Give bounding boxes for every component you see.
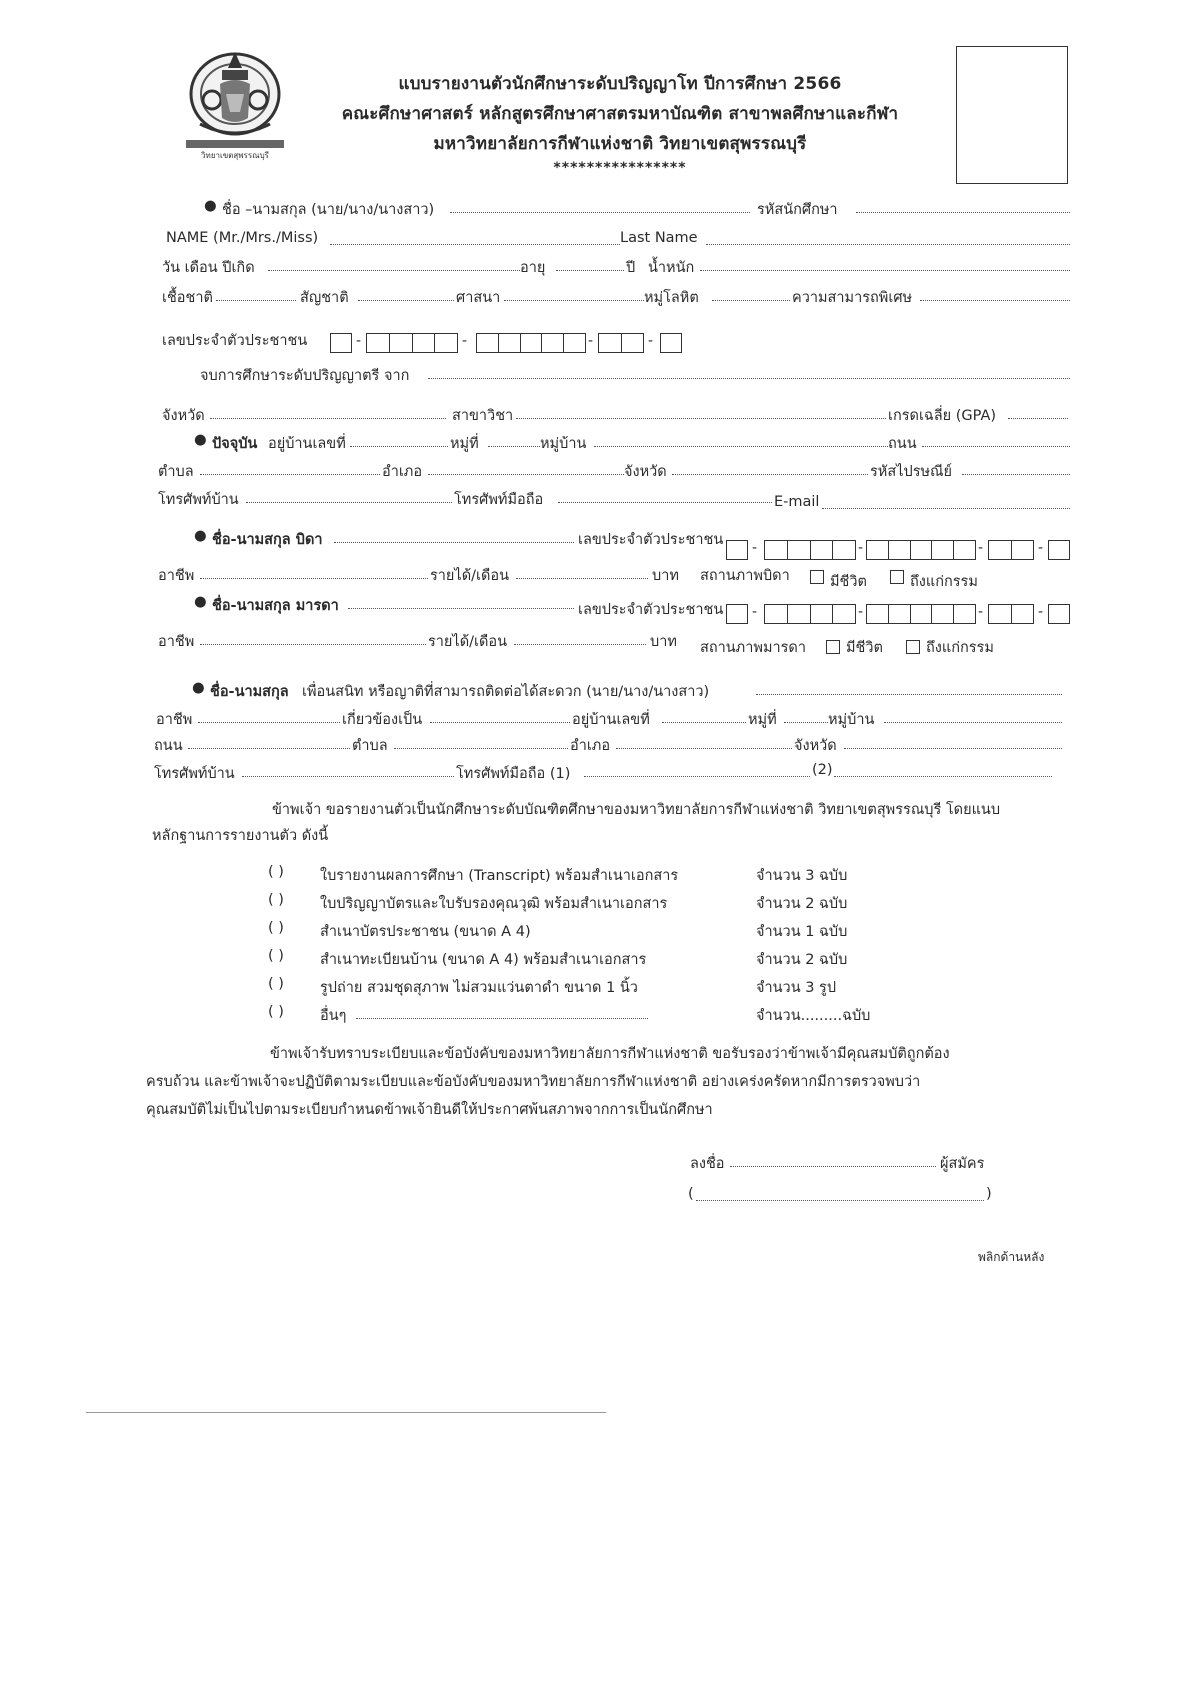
race-label: เชื้อชาติ <box>162 290 213 306</box>
citizen-id-box-1[interactable] <box>330 333 352 353</box>
document-name: ใบรายงานผลการศึกษา (Transcript) พร้อมสำเนาเอกสาร <box>320 868 679 884</box>
graduated-row <box>0 364 1190 390</box>
printed-name-field[interactable] <box>696 1200 984 1201</box>
home-phone-field[interactable] <box>246 502 452 503</box>
district-label: อำเภอ <box>382 464 423 480</box>
home-phone-label: โทรศัพท์บ้าน <box>158 492 239 508</box>
name-field[interactable] <box>450 212 750 213</box>
citizen-id-box-5[interactable] <box>660 333 682 353</box>
major-label: สาขาวิชา <box>452 408 514 424</box>
age-field[interactable] <box>556 270 624 271</box>
university-campus-line: มหาวิทยาลัยการกีฬาแห่งชาติ วิทยาเขตสุพรรณบุรี <box>433 134 807 154</box>
contact-phone-row <box>0 762 1190 788</box>
paren-close: ) <box>986 1186 992 1202</box>
document-checkbox[interactable]: ( ) <box>268 948 284 964</box>
father-alive-checkbox[interactable] <box>810 570 824 584</box>
document-item <box>0 976 1190 1000</box>
contact-moo-field[interactable] <box>784 722 828 723</box>
nation-label: สัญชาติ <box>300 290 349 306</box>
document-qty: จำนวน.........ฉบับ <box>756 1008 871 1024</box>
document-qty: จำนวน 3 รูป <box>756 980 837 996</box>
moo-field[interactable] <box>488 446 540 447</box>
citizen-id-box-2[interactable] <box>366 333 458 353</box>
contact-house-label: อยู่บ้านเลขที่ <box>572 712 650 728</box>
contact-job-field[interactable] <box>198 722 340 723</box>
name-en-field[interactable] <box>330 244 620 245</box>
father-id-box-5[interactable] <box>1048 540 1070 560</box>
mother-dead-checkbox[interactable] <box>906 640 920 654</box>
acknowledge-line-3: คุณสมบัติไม่เป็นไปตามระเบียบกำหนดข้าพเจ้ายินดีให้ประกาศพ้นสภาพจากการเป็นนักศึกษา <box>146 1102 713 1118</box>
name-en-row <box>0 230 1190 256</box>
contact-relation-label: เกี่ยวข้องเป็น <box>342 712 423 728</box>
document-item <box>0 948 1190 972</box>
document-checkbox[interactable]: ( ) <box>268 976 284 992</box>
contact-home-phone-field[interactable] <box>242 776 454 777</box>
bullet: ● <box>204 198 217 214</box>
sign-label: ลงชื่อ <box>690 1156 725 1172</box>
road-label: ถนน <box>888 436 917 452</box>
document-checkbox[interactable]: ( ) <box>268 892 284 908</box>
contact-mobile2-label: (2) <box>812 762 833 778</box>
blood-field[interactable] <box>712 300 790 301</box>
contact-village-label: หมู่บ้าน <box>828 712 875 728</box>
father-dead-label: ถึงแก่กรรม <box>910 574 978 590</box>
signature-field[interactable] <box>730 1166 936 1167</box>
turn-over-note: พลิกด้านหลัง <box>978 1250 1045 1264</box>
father-name-field[interactable] <box>334 542 574 543</box>
mother-id-box-2[interactable] <box>764 604 856 624</box>
contact-province-field[interactable] <box>844 748 1062 749</box>
mother-job-field[interactable] <box>200 644 426 645</box>
document-name: รูปถ่าย สวมชุดสุภาพ ไม่สวมแว่นตาดำ ขนาด 1 นิ้ว <box>320 980 638 996</box>
citizen-id-label: เลขประจำตัวประชาชน <box>162 333 308 349</box>
father-row: ● ชื่อ-นามสกุล บิดา เลขประจำตัวประชาชน - - - - <box>0 528 1190 554</box>
phone-row <box>0 488 1190 514</box>
declaration-line-2: หลักฐานการรายงานตัว ดังนี้ <box>152 828 329 844</box>
name-label: ชื่อ –นามสกุล (นาย/นาง/นางสาว) <box>222 202 435 218</box>
document-qty: จำนวน 2 ฉบับ <box>756 896 848 912</box>
document-other-field[interactable] <box>356 1018 648 1019</box>
contact-home-phone-label: โทรศัพท์บ้าน <box>154 766 235 782</box>
father-id-box-3[interactable] <box>866 540 976 560</box>
contact-province-label: จังหวัด <box>794 738 837 754</box>
mother-id-box-4[interactable] <box>988 604 1034 624</box>
photo-box[interactable] <box>956 46 1068 184</box>
contact-village-field[interactable] <box>884 722 1062 723</box>
gpa-label: เกรดเฉลี่ย (GPA) <box>888 408 997 424</box>
contact-name-field[interactable] <box>756 694 1062 695</box>
document-item <box>0 892 1190 916</box>
document-name: สำเนาบัตรประชาชน (ขนาด A 4) <box>320 924 531 940</box>
weight-label: น้ำหนัก <box>648 260 695 276</box>
district-field[interactable] <box>428 474 624 475</box>
university-emblem-icon <box>182 44 288 162</box>
contact-title-rest: เพื่อนสนิท หรือญาติที่สามารถติดต่อได้สะดวก (นาย/นาง/นางสาว) <box>302 684 710 700</box>
province-label: จังหวัด <box>624 464 667 480</box>
mother-income-label: รายได้/เดือน <box>428 634 508 650</box>
mother-name-field[interactable] <box>348 608 574 609</box>
mother-job-label: อาชีพ <box>158 634 195 650</box>
document-name: อื่นๆ <box>320 1008 347 1024</box>
village-label: หมู่บ้าน <box>540 436 587 452</box>
blood-label: หมู่โลหิต <box>644 290 699 306</box>
grad-province-label: จังหวัด <box>162 408 205 424</box>
email-label: E-mail <box>774 494 820 510</box>
birth-field[interactable] <box>268 270 520 271</box>
religion-label: ศาสนา <box>456 290 501 306</box>
mother-status-label: สถานภาพมารดา <box>700 640 806 656</box>
weight-field[interactable] <box>700 270 1070 271</box>
father-id-box-4[interactable] <box>988 540 1034 560</box>
father-job-field[interactable] <box>200 578 428 579</box>
citizen-id-box-4[interactable] <box>598 333 644 353</box>
current-address-title: ปัจจุบัน <box>212 436 258 452</box>
contact-relation-field[interactable] <box>430 722 570 723</box>
mother-alive-label: มีชีวิต <box>846 640 883 656</box>
contact-district-field[interactable] <box>616 748 792 749</box>
father-job-label: อาชีพ <box>158 568 195 584</box>
graduated-field[interactable] <box>428 378 1070 379</box>
citizen-id-box-3[interactable] <box>476 333 586 353</box>
paren-open: ( <box>688 1186 694 1202</box>
race-field[interactable] <box>216 300 296 301</box>
mother-baht: บาท <box>650 634 677 650</box>
lastname-label: Last Name <box>620 230 698 246</box>
mother-name-label: ชื่อ-นามสกุล มารดา <box>212 598 339 614</box>
village-field[interactable] <box>594 446 888 447</box>
faculty-program-line: คณะศึกษาศาสตร์ หลักสูตรศึกษาศาสตรมหาบัณฑิต สาขาพลศึกษาและกีฬา <box>341 104 899 124</box>
subdistrict-label: ตำบล <box>158 464 194 480</box>
document-qty: จำนวน 2 ฉบับ <box>756 952 848 968</box>
acknowledge-line-2: ครบถ้วน และข้าพเจ้าจะปฏิบัติตามระเบียบและข้อบังคับของมหาวิทยาลัยการกีฬาแห่งชาติ อย่างเคร่งครัดหากมีการตรวจพบว่า <box>146 1074 921 1090</box>
birth-label: วัน เดือน ปีเกิด <box>162 260 255 276</box>
document-qty: จำนวน 3 ฉบับ <box>756 868 848 884</box>
religion-field[interactable] <box>504 300 644 301</box>
father-income-field[interactable] <box>516 578 648 579</box>
student-id-label: รหัสนักศึกษา <box>757 202 838 218</box>
subdistrict-field[interactable] <box>200 474 380 475</box>
gpa-field[interactable] <box>1008 418 1068 419</box>
mother-job-row <box>0 630 1190 656</box>
father-status-label: สถานภาพบิดา <box>700 568 790 584</box>
moo-label: หมู่ที่ <box>450 436 479 452</box>
house-no-field[interactable] <box>350 446 448 447</box>
contact-job-row <box>0 708 1190 734</box>
grad-province-field[interactable] <box>210 418 446 419</box>
talent-field[interactable] <box>920 300 1070 301</box>
contact-road-label: ถนน <box>154 738 183 754</box>
lastname-field[interactable] <box>706 244 1070 245</box>
house-no-label: อยู่บ้านเลขที่ <box>268 436 346 452</box>
birth-row <box>0 256 1190 282</box>
father-baht: บาท <box>652 568 679 584</box>
age-label: อายุ <box>520 260 546 276</box>
document-item <box>0 1004 1190 1028</box>
mother-alive-checkbox[interactable] <box>826 640 840 654</box>
page-divider <box>86 1412 606 1413</box>
svg-text:วิทยาเขตสุพรรณบุรี: วิทยาเขตสุพรรณบุรี <box>201 151 269 160</box>
contact-row <box>0 680 1190 706</box>
contact-moo-label: หมู่ที่ <box>748 712 777 728</box>
mobile-label: โทรศัพท์มือถือ <box>454 492 544 508</box>
year-label: ปี <box>626 260 636 276</box>
document-name: ใบปริญญาบัตรและใบรับรองคุณวุฒิ พร้อมสำเนาเอกสาร <box>320 896 668 912</box>
postcode-label: รหัสไปรษณีย์ <box>870 464 952 480</box>
father-name-label: ชื่อ-นามสกุล บิดา <box>212 532 323 548</box>
acknowledge-line-1: ข้าพเจ้ารับทราบระเบียบและข้อบังคับของมหาวิทยาลัยการกีฬาแห่งชาติ ขอรับรองว่าข้าพเจ้ามีคุณสมบัติถูกต้อง <box>270 1046 950 1062</box>
document-item <box>0 864 1190 888</box>
address-row <box>0 432 1190 458</box>
contact-job-label: อาชีพ <box>156 712 193 728</box>
father-job-row <box>0 564 1190 590</box>
contact-mobile1-field[interactable] <box>584 776 810 777</box>
contact-road-field[interactable] <box>188 748 350 749</box>
major-row <box>0 404 1190 430</box>
applicant-label: ผู้สมัคร <box>940 1156 985 1172</box>
document-qty: จำนวน 1 ฉบับ <box>756 924 848 940</box>
contact-house-field[interactable] <box>662 722 746 723</box>
father-alive-label: มีชีวิต <box>830 574 867 590</box>
graduated-label: จบการศึกษาระดับปริญญาตรี จาก <box>200 368 410 384</box>
contact-subdistrict-label: ตำบล <box>352 738 388 754</box>
province-field[interactable] <box>672 474 868 475</box>
bullet: ● <box>194 432 207 448</box>
race-row <box>0 286 1190 312</box>
mother-id-box-3[interactable] <box>866 604 976 624</box>
contact-title: ชื่อ-นามสกุล <box>210 684 289 700</box>
father-dead-checkbox[interactable] <box>890 570 904 584</box>
contact-subdistrict-field[interactable] <box>394 748 568 749</box>
major-field[interactable] <box>516 418 886 419</box>
email-field[interactable] <box>822 508 1070 509</box>
form-title: แบบรายงานตัวนักศึกษาระดับปริญญาโท ปีการศึกษา 2566 <box>398 74 842 94</box>
father-id-box-2[interactable] <box>764 540 856 560</box>
father-citizen-label: เลขประจำตัวประชาชน <box>578 532 724 548</box>
contact-road-row <box>0 734 1190 760</box>
mother-citizen-label: เลขประจำตัวประชาชน <box>578 602 724 618</box>
road-field[interactable] <box>922 446 1070 447</box>
nation-field[interactable] <box>358 300 454 301</box>
father-income-label: รายได้/เดือน <box>430 568 510 584</box>
document-name: สำเนาทะเบียนบ้าน (ขนาด A 4) พร้อมสำเนาเอกสาร <box>320 952 647 968</box>
name-en-label: NAME (Mr./Mrs./Miss) <box>166 230 319 246</box>
mobile-field[interactable] <box>558 502 772 503</box>
contact-mobile1-label: โทรศัพท์มือถือ (1) <box>456 766 571 782</box>
document-checkbox[interactable]: ( ) <box>268 864 284 880</box>
bullet: ● <box>194 528 207 544</box>
address-district-row <box>0 460 1190 486</box>
mother-dead-label: ถึงแก่กรรม <box>926 640 994 656</box>
talent-label: ความสามารถพิเศษ <box>792 290 913 306</box>
document-checkbox[interactable]: ( ) <box>268 920 284 936</box>
contact-mobile2-field[interactable] <box>834 776 1052 777</box>
mother-id-box-1[interactable] <box>726 604 748 624</box>
bullet: ● <box>194 594 207 610</box>
contact-district-label: อำเภอ <box>570 738 611 754</box>
postcode-field[interactable] <box>962 474 1070 475</box>
student-id-field[interactable] <box>856 212 1070 213</box>
document-item <box>0 920 1190 944</box>
printed-name-row <box>0 1186 1190 1212</box>
mother-row: ● ชื่อ-นามสกุล มารดา เลขประจำตัวประชาชน - - - - <box>0 594 1190 620</box>
header-stars: **************** <box>553 160 687 176</box>
bullet: ● <box>192 680 205 696</box>
mother-id-box-5[interactable] <box>1048 604 1070 624</box>
father-id-box-1[interactable] <box>726 540 748 560</box>
signature-row <box>0 1152 1190 1178</box>
document-checkbox[interactable]: ( ) <box>268 1004 284 1020</box>
student-name-row <box>0 198 1190 224</box>
declaration-line-1: ข้าพเจ้า ขอรายงานตัวเป็นนักศึกษาระดับบัณฑิตศึกษาของมหาวิทยาลัยการกีฬาแห่งชาติ วิทยาเขตสุพรรณบุรี โดยแนบ <box>272 802 1001 818</box>
citizen-id-row: เลขประจำตัวประชาชน - - - - <box>0 333 1190 359</box>
mother-income-field[interactable] <box>514 644 646 645</box>
